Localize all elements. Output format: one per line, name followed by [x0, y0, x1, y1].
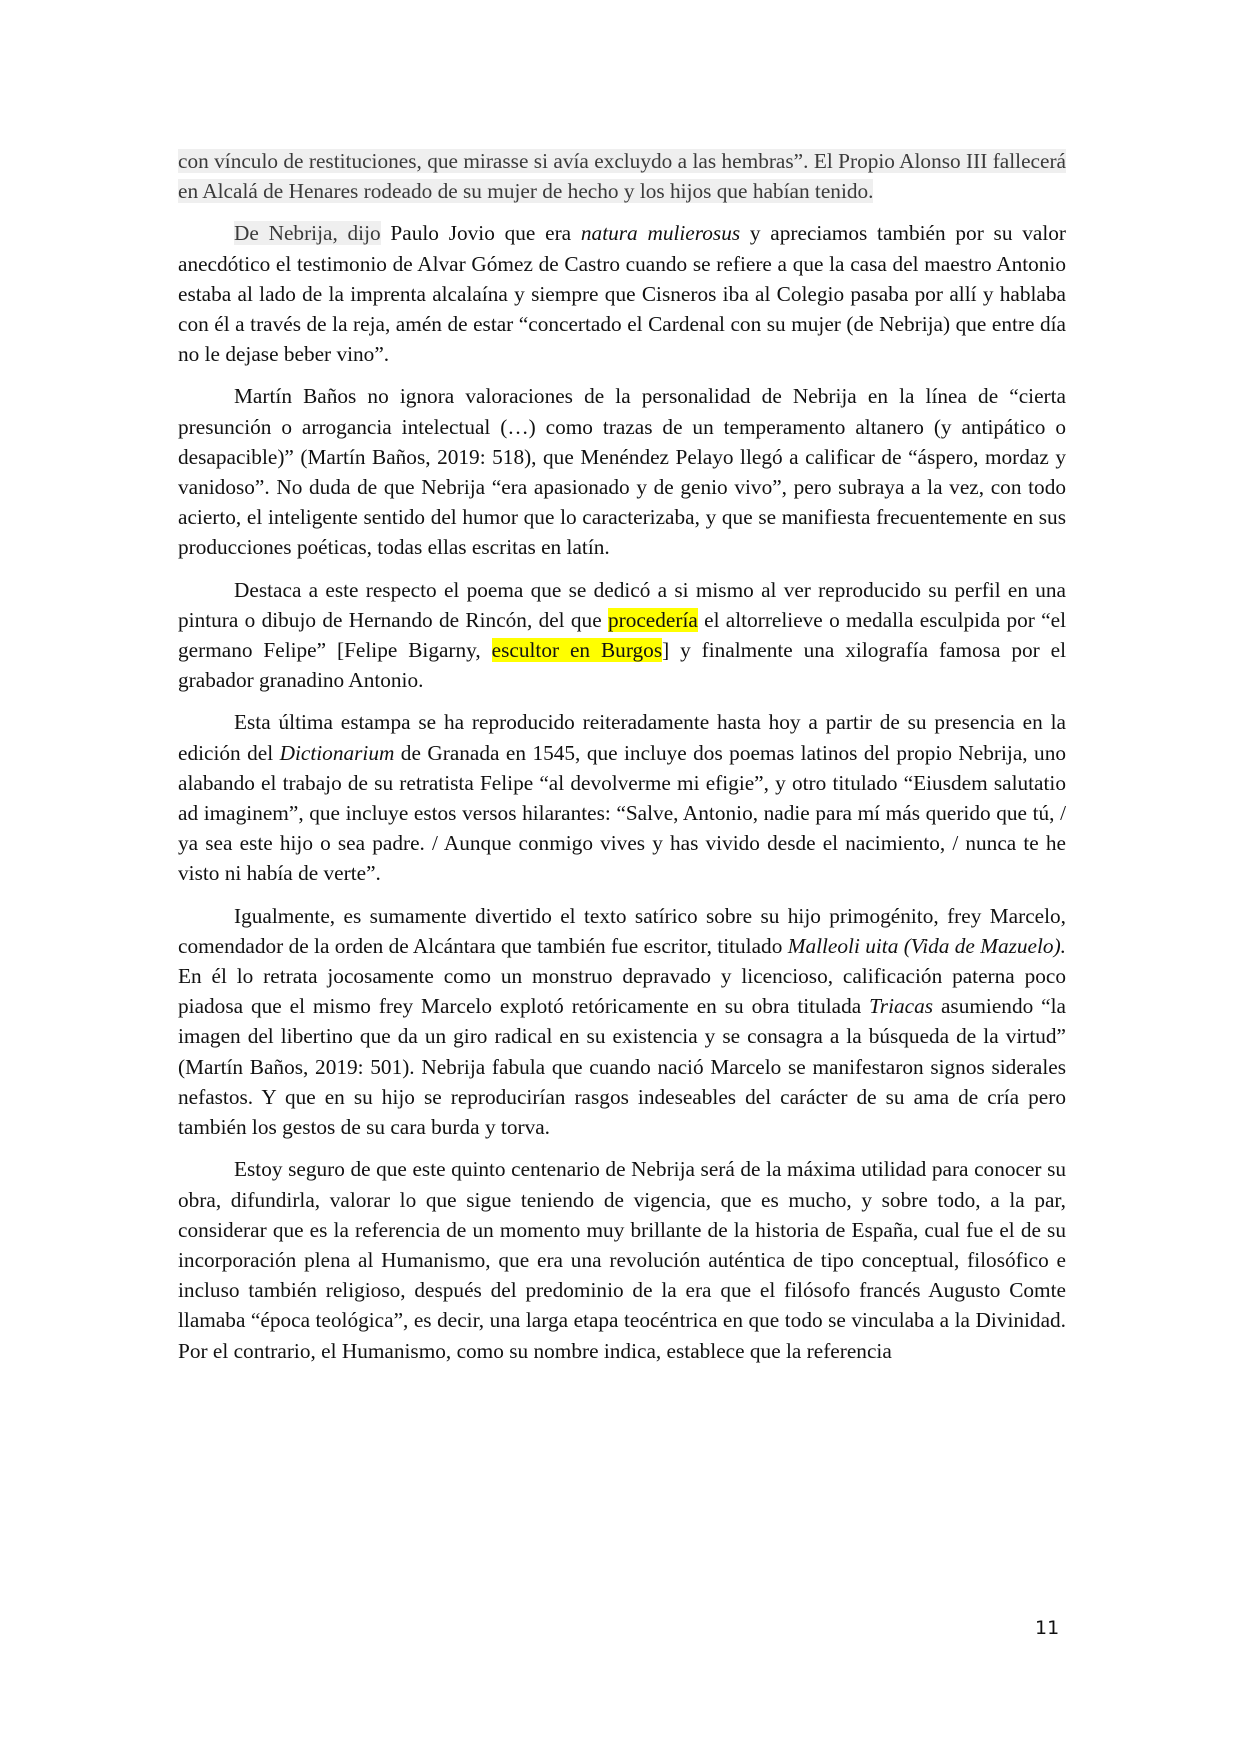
paragraph [178, 707, 1066, 888]
text-segment: Martín Baños no ignora valoraciones de la personalidad de Nebrija en la línea de “cierta presunción o arrogancia intelectual (…) como trazas de un temperamento altanero (y antipático o desapacible)” (Martín Baños, 2019: 518), que Menéndez Pelayo llegó a calificar de “áspero, mordaz y vanidoso”. No duda de que Nebrija “era apasionado y de genio vivo”, pero subraya a la vez, con todo acierto, el inteligente sentido del humor que lo caracterizaba, y que se manifiesta frecuentemente en sus producciones poéticas, todas ellas escritas en latín. [178, 384, 1066, 560]
paragraph [178, 1154, 1066, 1365]
text-segment: ] y finalmente una xilografía famosa por el grabador granadino Antonio. [178, 638, 1066, 693]
text-segment: Destaca a este respecto el poema que se dedicó a si mismo al ver reproducido su perfil en una pintura o dibujo de Hernando de Rincón, del que [178, 577, 1066, 632]
grey-highlighted-text: De Nebrija, dijo [234, 221, 381, 246]
paragraph [178, 901, 1066, 1143]
page-number: 11 [1035, 1617, 1060, 1639]
yellow-highlighted-text: procedería [607, 607, 698, 632]
italic-text: Dictionarium [279, 740, 395, 765]
text-segment: y apreciamos también por su valor anecdótico el testimonio de Alvar Gómez de Castro cuando se refiere a que la casa del maestro Antonio estaba al lado de la imprenta alcalaína y siempre que Cisneros iba al Colegio pasaba por allí y hablaba con él a través de la reja, amén de estar “concertado el Cardenal con su mujer (de Nebrija) que entre día no le dejase beber vino”. [178, 221, 1067, 367]
document-page [178, 146, 1066, 1378]
yellow-highlighted-text: escultor en Burgos [491, 638, 663, 663]
text-segment: Estoy seguro de que este quinto centenario de Nebrija será de la máxima utilidad para conocer su obra, difundirla, valorar lo que sigue teniendo de vigencia, que es mucho, y sobre todo, a la par, considerar que es la referencia de un momento muy brillante de la historia de España, cual fue el de su incorporación plena al Humanismo, que era una revolución auténtica de tipo conceptual, filosófico e incluso también religioso, después del predominio de la era que el filósofo francés Augusto Comte llamaba “época teológica”, es decir, una larga etapa teocéntrica en que todo se vinculaba a la Divinidad. Por el contrario, el Humanismo, como su nombre indica, establece que la referencia [178, 1157, 1066, 1363]
text-segment: En él lo retrata jocosamente como un monstruo depravado y licencioso, calificación paterna poco piadosa que el mismo frey Marcelo explotó retóricamente en su obra titulada [178, 964, 1066, 1019]
text-segment: Paulo Jovio que era [380, 221, 581, 246]
text-segment: asumiendo “la imagen del libertino que da un giro radical en su existencia y se consagra a la búsqueda de la virtud” (Martín Baños, 2019: 501). Nebrija fabula que cuando nació Marcelo se manifestaron signos siderales nefastos. Y que en su hijo se reproducirían rasgos indeseables del carácter de su ama de cría pero también los gestos de su cara burda y torva. [178, 994, 1066, 1140]
paragraph [178, 146, 1066, 206]
text-segment: el altorrelieve o medalla esculpida por “el germano Felipe” [Felipe Bigarny, [178, 607, 1066, 663]
italic-text: Malleoli uita (Vida de Mazuelo). [787, 933, 1066, 958]
text-segment: Esta última estampa se ha reproducido reiteradamente hasta hoy a partir de su presencia en la edición del [178, 710, 1066, 765]
paragraph [178, 575, 1066, 696]
text-segment: Igualmente, es sumamente divertido el texto satírico sobre su hijo primogénito, frey Marcelo, comendador de la orden de Alcántara que también fue escritor, titulado [178, 903, 1066, 958]
paragraph [178, 218, 1066, 369]
italic-text: natura mulierosus [580, 221, 741, 246]
paragraph [178, 381, 1066, 562]
italic-text: Triacas [869, 994, 934, 1019]
grey-highlighted-text: con vínculo de restituciones, que mirasse si avía excluydo a las hembras”. El Propio Alonso III fallecerá en Alcalá de Henares rodeado de su mujer de hecho y los hijos que habían tenido. [178, 149, 1066, 204]
text-segment: de Granada en 1545, que incluye dos poemas latinos del propio Nebrija, uno alabando el trabajo de su retratista Felipe “al devolverme mi efigie”, y otro titulado “Eiusdem salutatio ad imaginem”, que incluye estos versos hilarantes: “Salve, Antonio, nadie para mí más querido que tú, / ya sea este hijo o sea padre. / Aunque conmigo vives y has vivido desde el nacimiento, / nunca te he visto ni había de verte”. [178, 740, 1066, 886]
